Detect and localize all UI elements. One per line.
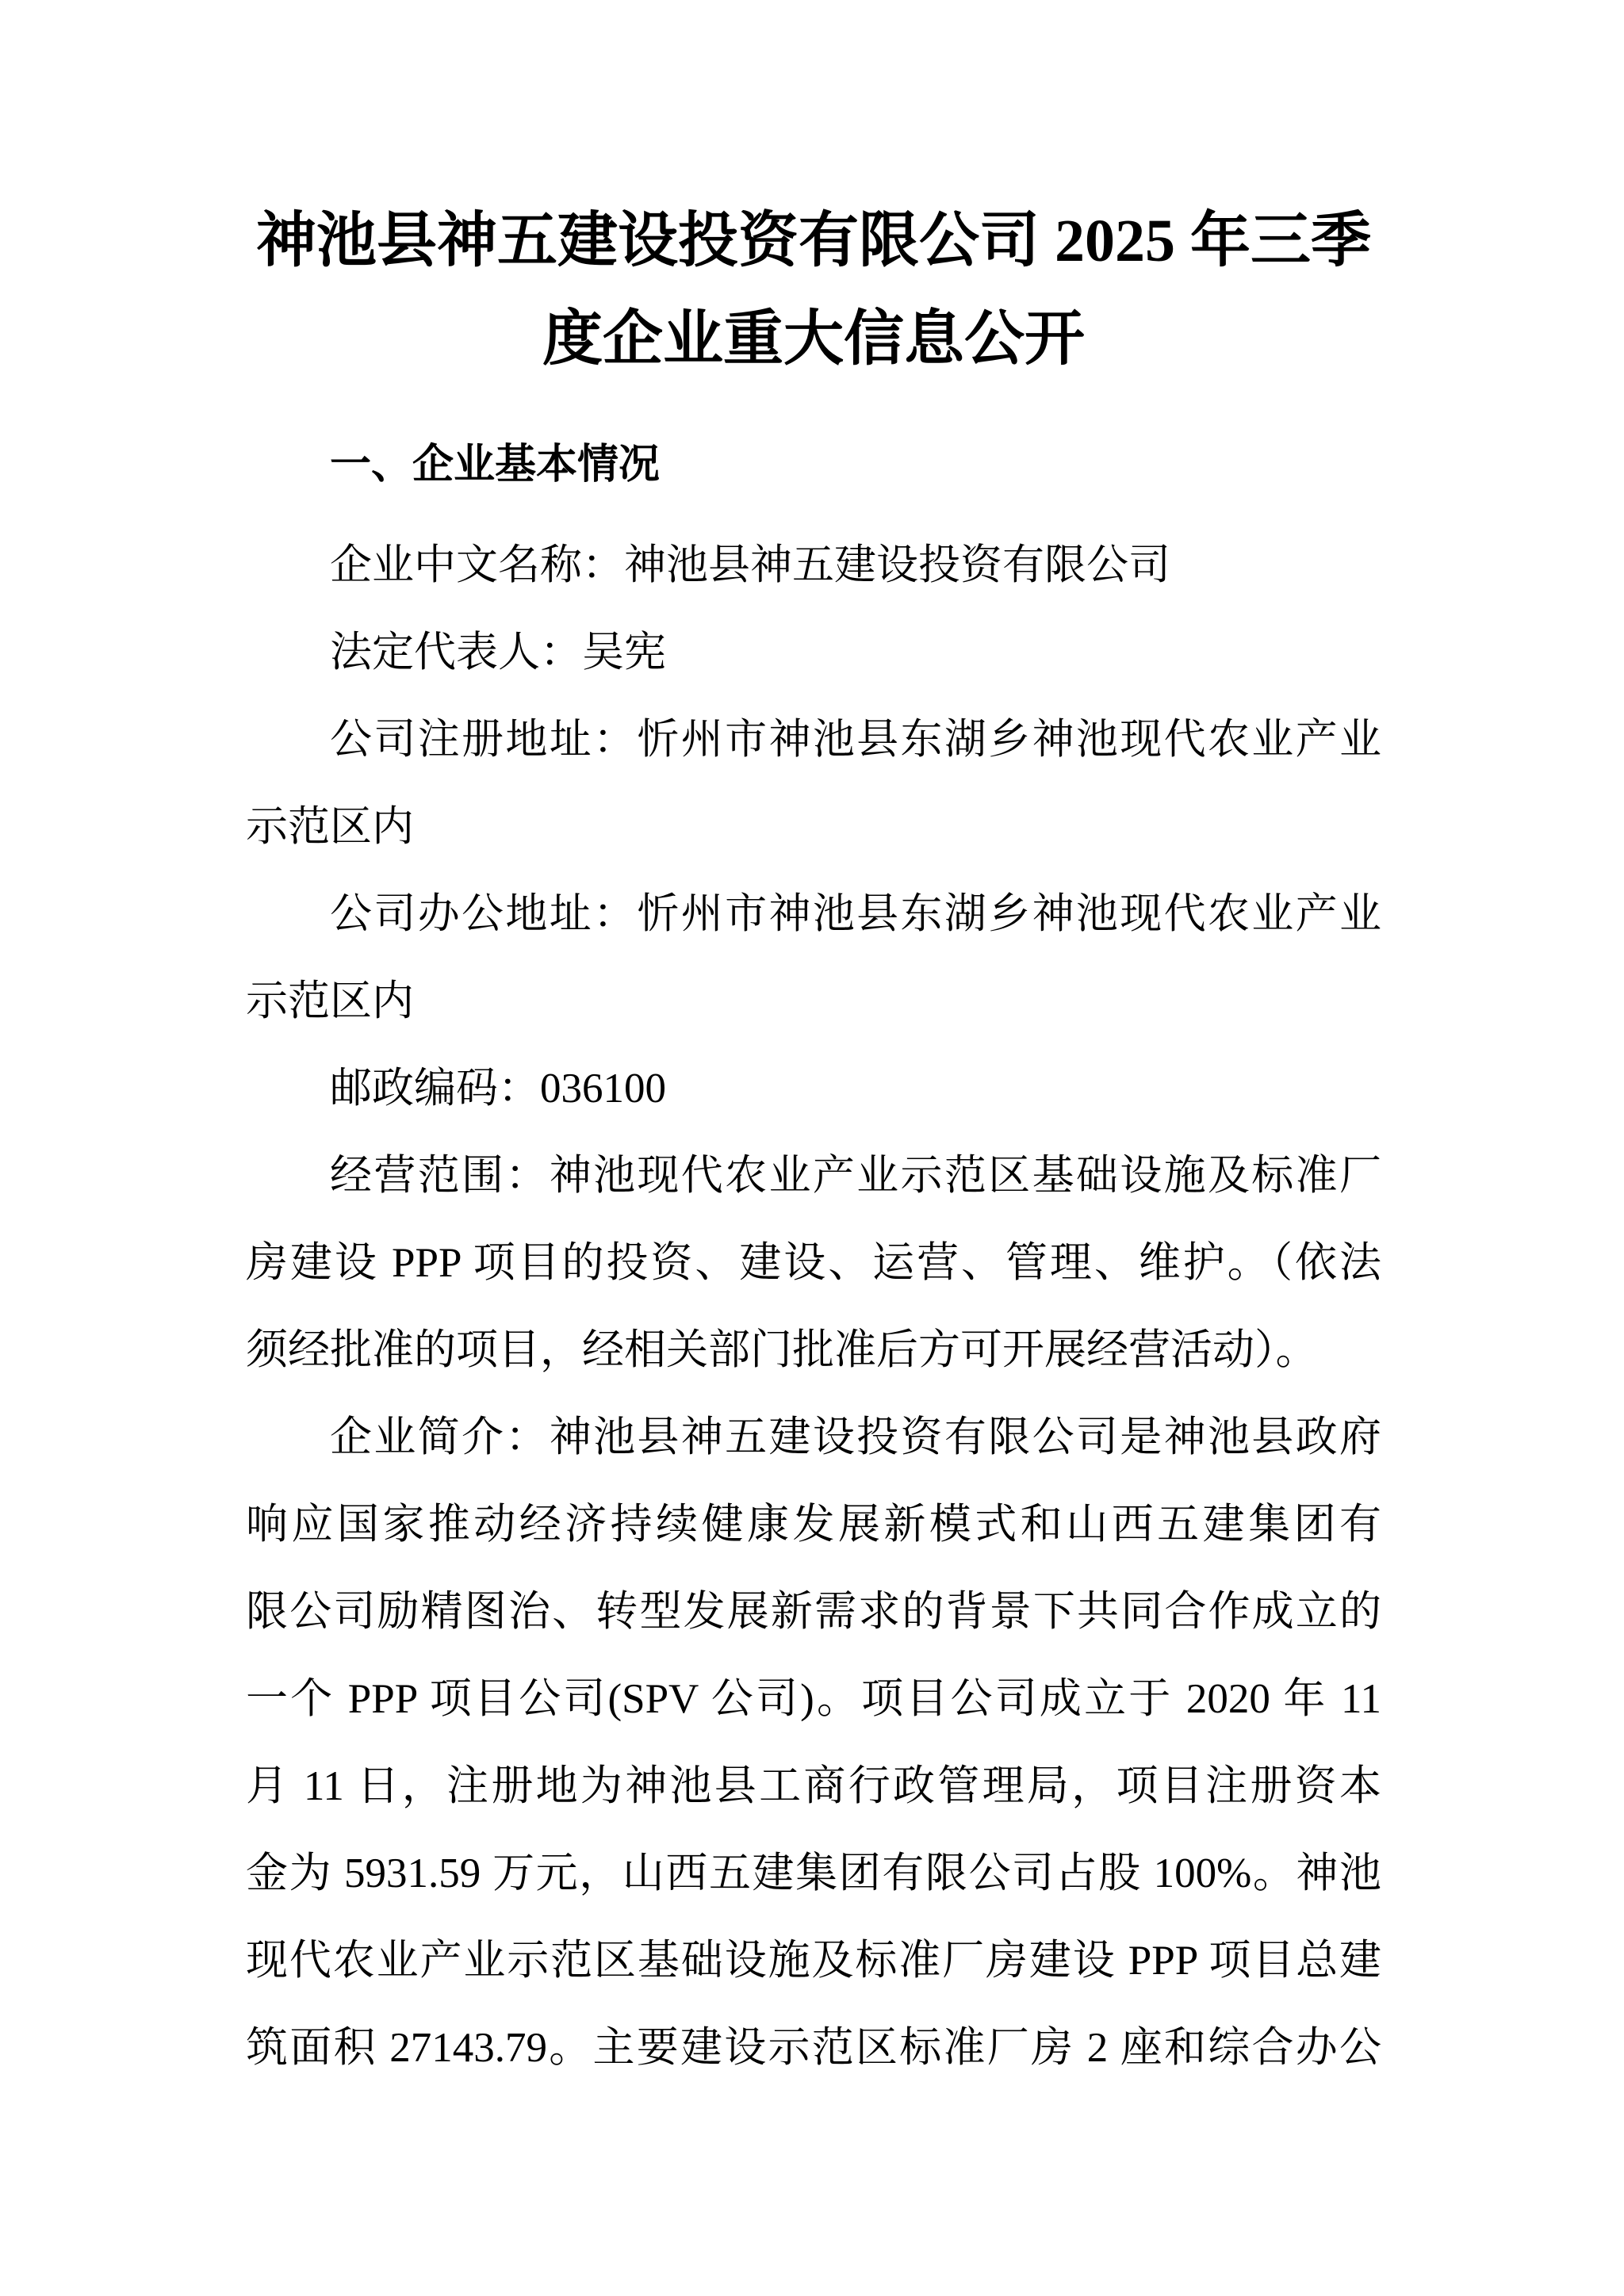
title-line-1: 神池县神五建设投资有限公司 2025 年三季	[256, 208, 1371, 274]
line-business-scope-2: 房建设 PPP 项目的投资、建设、运营、管理、维护。（依法	[246, 1240, 1381, 1286]
line-company-profile-6: 金为 5931.59 万元，山西五建集团有限公司占股 100%。神池	[246, 1850, 1381, 1896]
document-title	[246, 192, 1381, 388]
line-legal-representative: 法定代表人：吴宪	[330, 629, 666, 675]
line-postal-code: 邮政编码：036100	[330, 1066, 666, 1112]
line-company-profile-1: 企业简介：神池县神五建设投资有限公司是神池县政府	[330, 1414, 1381, 1460]
line-company-profile-3: 限公司励精图治、转型发展新需求的背景下共同合作成立的	[246, 1589, 1381, 1635]
line-office-address-1: 公司办公地址：忻州市神池县东湖乡神池现代农业产业	[330, 891, 1381, 937]
line-company-profile-4: 一个 PPP 项目公司(SPV 公司)。项目公司成立于 2020 年 11	[246, 1676, 1381, 1722]
line-company-profile-2: 响应国家推动经济持续健康发展新模式和山西五建集团有	[246, 1502, 1381, 1548]
line-registered-address-2: 示范区内	[246, 804, 414, 850]
line-company-profile-7: 现代农业产业示范区基础设施及标准厂房建设 PPP 项目总建	[246, 1938, 1381, 1984]
line-company-name: 企业中文名称：神池县神五建设投资有限公司	[330, 542, 1170, 588]
line-business-scope-1: 经营范围：神池现代农业产业示范区基础设施及标准厂	[330, 1153, 1381, 1199]
line-company-profile-8: 筑面积 27143.79。主要建设示范区标准厂房 2 座和综合办公	[246, 2025, 1381, 2071]
line-business-scope-3: 须经批准的项目，经相关部门批准后方可开展经营活动）。	[246, 1327, 1318, 1373]
line-registered-address-1: 公司注册地址：忻州市神池县东湖乡神池现代农业产业	[330, 717, 1381, 763]
document-body	[246, 522, 1381, 2091]
document-content	[246, 192, 1381, 2091]
line-company-profile-5: 月 11 日，注册地为神池县工商行政管理局，项目注册资本	[246, 1763, 1381, 1809]
line-office-address-2: 示范区内	[246, 978, 414, 1024]
section-heading: 一、企业基本情况	[330, 442, 661, 488]
title-line-2: 度企业重大信息公开	[542, 306, 1085, 373]
